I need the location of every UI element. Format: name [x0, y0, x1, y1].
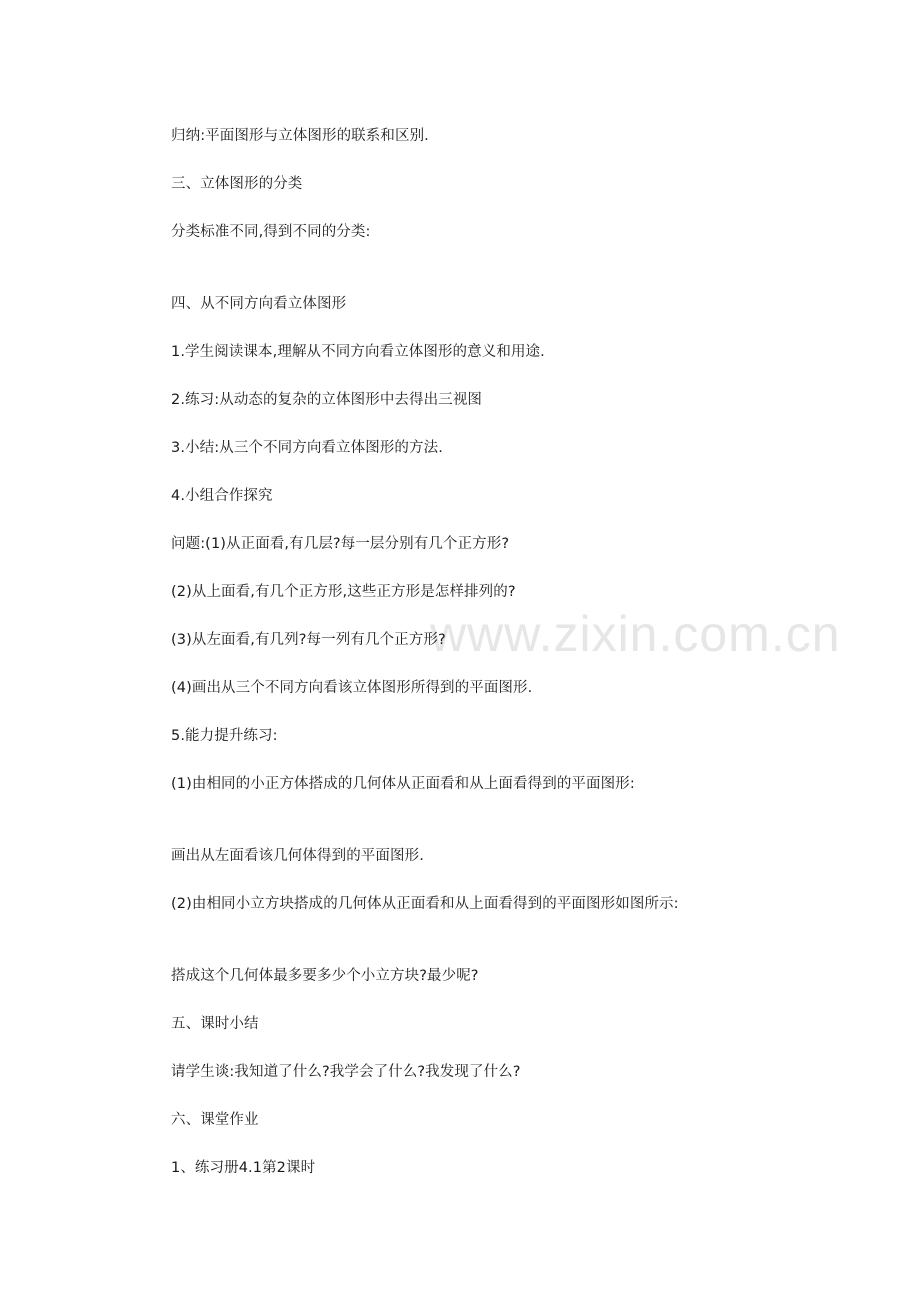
- question-3: (3)从左面看,有几列?每一列有几个正方形?: [171, 632, 446, 648]
- section-heading-classification: 三、立体图形的分类: [171, 176, 303, 192]
- question-4: (4)画出从三个不同方向看该立体图形所得到的平面图形.: [171, 680, 533, 696]
- classification-line: 分类标准不同,得到不同的分类:: [171, 224, 371, 240]
- practice-2: (2)由相同小立方块搭成的几何体从正面看和从上面看得到的平面图形如图所示:: [171, 896, 679, 912]
- practice-1: (1)由相同的小正方体搭成的几何体从正面看和从上面看得到的平面图形:: [171, 776, 635, 792]
- section-heading-lesson-summary: 五、课时小结: [171, 1016, 259, 1032]
- question-1: 问题:(1)从正面看,有几层?每一层分别有几个正方形?: [171, 536, 510, 552]
- question-2: (2)从上面看,有几个正方形,这些正方形是怎样排列的?: [171, 584, 516, 600]
- item-reading: 1.学生阅读课本,理解从不同方向看立体图形的意义和用途.: [171, 344, 545, 360]
- section-heading-views: 四、从不同方向看立体图形: [171, 296, 347, 312]
- watermark: www.zixin.com.cn: [430, 606, 841, 662]
- item-group-work: 4.小组合作探究: [171, 488, 273, 504]
- section-heading-homework: 六、课堂作业: [171, 1112, 259, 1128]
- homework-item-1: 1、练习册4.1第2课时: [171, 1160, 316, 1176]
- item-summary: 3.小结:从三个不同方向看立体图形的方法.: [171, 440, 443, 456]
- item-ability-practice: 5.能力提升练习:: [171, 728, 278, 744]
- practice-2-question: 搭成这个几何体最多要多少个小立方块?最少呢?: [171, 968, 479, 984]
- item-exercise: 2.练习:从动态的复杂的立体图形中去得出三视图: [171, 392, 483, 408]
- summary-line: 归纳:平面图形与立体图形的联系和区别.: [171, 128, 429, 144]
- practice-1-task: 画出从左面看该几何体得到的平面图形.: [171, 848, 424, 864]
- lesson-summary-line: 请学生谈:我知道了什么?我学会了什么?我发现了什么?: [171, 1064, 521, 1080]
